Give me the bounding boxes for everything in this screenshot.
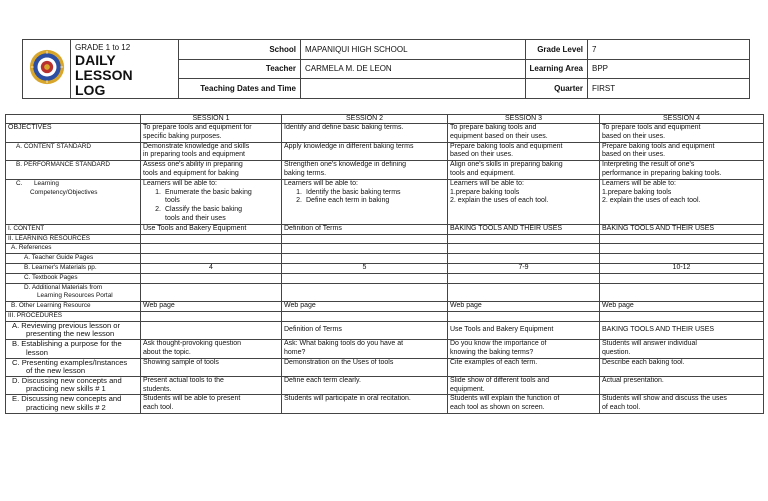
session-header-row [6, 115, 764, 124]
references-row [6, 244, 764, 254]
s4-proc-a: BAKING TOOLS AND THEIR USES [600, 321, 764, 339]
form-title [71, 40, 179, 99]
proc-c-row [6, 358, 764, 376]
s3-other-resource: Web page [448, 302, 600, 312]
learning-resources-row [6, 234, 764, 244]
proc-d-label: D. Discussing new concepts and practicing new skills # 1 [6, 376, 141, 395]
procedures-label: III. PROCEDURES [6, 311, 141, 321]
s1-content-standard: Demonstrate knowledge and skills in preparing tools and equipment [141, 142, 282, 161]
s1-performance-standard: Assess one's ability in preparing tools and equipment for baking [141, 161, 282, 180]
teacher-value: CARMELA M. DE LEON [301, 59, 526, 79]
title-line-1: DAILY LESSON [75, 52, 133, 83]
learners-materials-label: B. Learner's Materials pp. [6, 263, 141, 273]
proc-a-label: A. Reviewing previous lesson or presenting the new lesson [6, 321, 141, 339]
procedures-row [6, 311, 764, 321]
s1-proc-d: Present actual tools to the students. [141, 376, 282, 395]
objectives-row [6, 124, 764, 143]
grade-range: GRADE 1 to 12 [75, 43, 131, 52]
content-label: I. CONTENT [6, 224, 141, 234]
s2-content-standard: Apply knowledge in different baking terms [282, 142, 448, 161]
s1-other-resource: Web page [141, 302, 282, 312]
objectives-label: OBJECTIVES [6, 124, 141, 143]
s3-proc-a: Use Tools and Bakery Equipment [448, 321, 600, 339]
additional-materials-label: D. Additional Materials from Learning Resources Portal [6, 283, 141, 302]
s2-learners-materials: 5 [282, 263, 448, 273]
performance-standard-row [6, 161, 764, 180]
s4-other-resource: Web page [600, 302, 764, 312]
s1-competency: Learners will be able to: 1. Enumerate the basic baking tools 2. Classify the basic baking tools and their uses [141, 179, 282, 224]
learning-resources-label: II. LEARNING RESOURCES [6, 234, 141, 244]
s3-proc-e: Students will explain the function of each tool as shown on screen. [448, 395, 600, 414]
content-standard-row [6, 142, 764, 161]
header-table [22, 39, 750, 99]
performance-standard-label: B. PERFORMANCE STANDARD [6, 161, 141, 180]
s4-proc-e: Students will show and discuss the uses of each tool. [600, 395, 764, 414]
s3-competency: Learners will be able to: 1.prepare baking tools 2. explain the uses of each tool. [448, 179, 600, 224]
dates-label: Teaching Dates and Time [179, 79, 301, 99]
competency-label: C. Learning Competency/Objectives [6, 179, 141, 224]
s4-learners-materials: 10-12 [600, 263, 764, 273]
session-2-header: SESSION 2 [282, 115, 448, 124]
dates-value [301, 79, 526, 99]
textbook-label: C. Textbook Pages [6, 273, 141, 283]
competency-row [6, 179, 764, 224]
s4-objective: To prepare tools and equipment based on their uses. [600, 124, 764, 143]
seal-icon [28, 48, 66, 86]
teacher-guide-label: A. Teacher Guide Pages [6, 254, 141, 264]
proc-b-label: B. Establishing a purpose for the lesson [6, 339, 141, 358]
s1-learners-materials: 4 [141, 263, 282, 273]
textbook-row [6, 273, 764, 283]
s3-objective: To prepare baking tools and equipment based on their uses. [448, 124, 600, 143]
s2-competency: Learners will be able to: 1. Identify the basic baking terms 2. Define each term in baking [282, 179, 448, 224]
s3-proc-d: Slide show of different tools and equipment. [448, 376, 600, 395]
s4-proc-b: Students will answer individual question. [600, 339, 764, 358]
s2-other-resource: Web page [282, 302, 448, 312]
s3-content: BAKING TOOLS AND THEIR USES [448, 224, 600, 234]
s1-proc-a [141, 321, 282, 339]
s4-content: BAKING TOOLS AND THEIR USES [600, 224, 764, 234]
s3-proc-b: Do you know the importance of knowing the baking terms? [448, 339, 600, 358]
s3-proc-c: Cite examples of each term. [448, 358, 600, 376]
s4-proc-c: Describe each baking tool. [600, 358, 764, 376]
title-line-2: LOG [75, 82, 106, 98]
grade-level-label: Grade Level [526, 40, 588, 60]
lesson-log-table [5, 114, 764, 414]
s4-competency: Learners will be able to: 1.prepare baking tools 2. explain the uses of each tool. [600, 179, 764, 224]
teacher-label: Teacher [179, 59, 301, 79]
s3-performance-standard: Align one's skills in preparing baking tools and equipment. [448, 161, 600, 180]
content-row [6, 224, 764, 234]
quarter-value: FIRST [588, 79, 750, 99]
s1-proc-b: Ask thought-provoking question about the topic. [141, 339, 282, 358]
s2-proc-e: Students will participate in oral recitation. [282, 395, 448, 414]
s2-proc-c: Demonstration on the Uses of tools [282, 358, 448, 376]
s4-content-standard: Prepare baking tools and equipment based on their uses. [600, 142, 764, 161]
proc-a-row [6, 321, 764, 339]
s3-learners-materials: 7-9 [448, 263, 600, 273]
s2-proc-d: Define each term clearly. [282, 376, 448, 395]
s3-content-standard: Prepare baking tools and equipment based on their uses. [448, 142, 600, 161]
learning-area-label: Learning Area [526, 59, 588, 79]
grade-level-value: 7 [588, 40, 750, 60]
s1-objective: To prepare tools and equipment for specific baking purposes. [141, 124, 282, 143]
s2-performance-standard: Strengthen one's knowledge in defining baking terms. [282, 161, 448, 180]
proc-b-row [6, 339, 764, 358]
proc-e-label: E. Discussing new concepts and practicing new skills # 2 [6, 395, 141, 414]
content-standard-label: A. CONTENT STANDARD [6, 142, 141, 161]
proc-c-label: C. Presenting examples/Instances of the new lesson [6, 358, 141, 376]
deped-seal [23, 40, 71, 99]
s1-proc-c: Showing sample of tools [141, 358, 282, 376]
session-3-header: SESSION 3 [448, 115, 600, 124]
s2-proc-a: Definition of Terms [282, 321, 448, 339]
teacher-guide-row [6, 254, 764, 264]
proc-e-row [6, 395, 764, 414]
learners-materials-row [6, 263, 764, 273]
corner-cell [6, 115, 141, 124]
references-label: A. References [6, 244, 141, 254]
s1-content: Use Tools and Bakery Equipment [141, 224, 282, 234]
school-label: School [179, 40, 301, 60]
session-1-header: SESSION 1 [141, 115, 282, 124]
quarter-label: Quarter [526, 79, 588, 99]
learning-area-value: BPP [588, 59, 750, 79]
s2-content: Definition of Terms [282, 224, 448, 234]
additional-materials-row [6, 283, 764, 302]
s2-proc-b: Ask: What baking tools do you have at home? [282, 339, 448, 358]
s1-proc-e: Students will be able to present each tool. [141, 395, 282, 414]
school-value: MAPANIQUI HIGH SCHOOL [301, 40, 526, 60]
s4-proc-d: Actual presentation. [600, 376, 764, 395]
s4-performance-standard: Interpreting the result of one's performance in preparing baking tools. [600, 161, 764, 180]
s2-objective: Identify and define basic baking terms. [282, 124, 448, 143]
other-resource-row [6, 302, 764, 312]
other-resource-label: B. Other Learning Resource [6, 302, 141, 312]
session-4-header: SESSION 4 [600, 115, 764, 124]
proc-d-row [6, 376, 764, 395]
